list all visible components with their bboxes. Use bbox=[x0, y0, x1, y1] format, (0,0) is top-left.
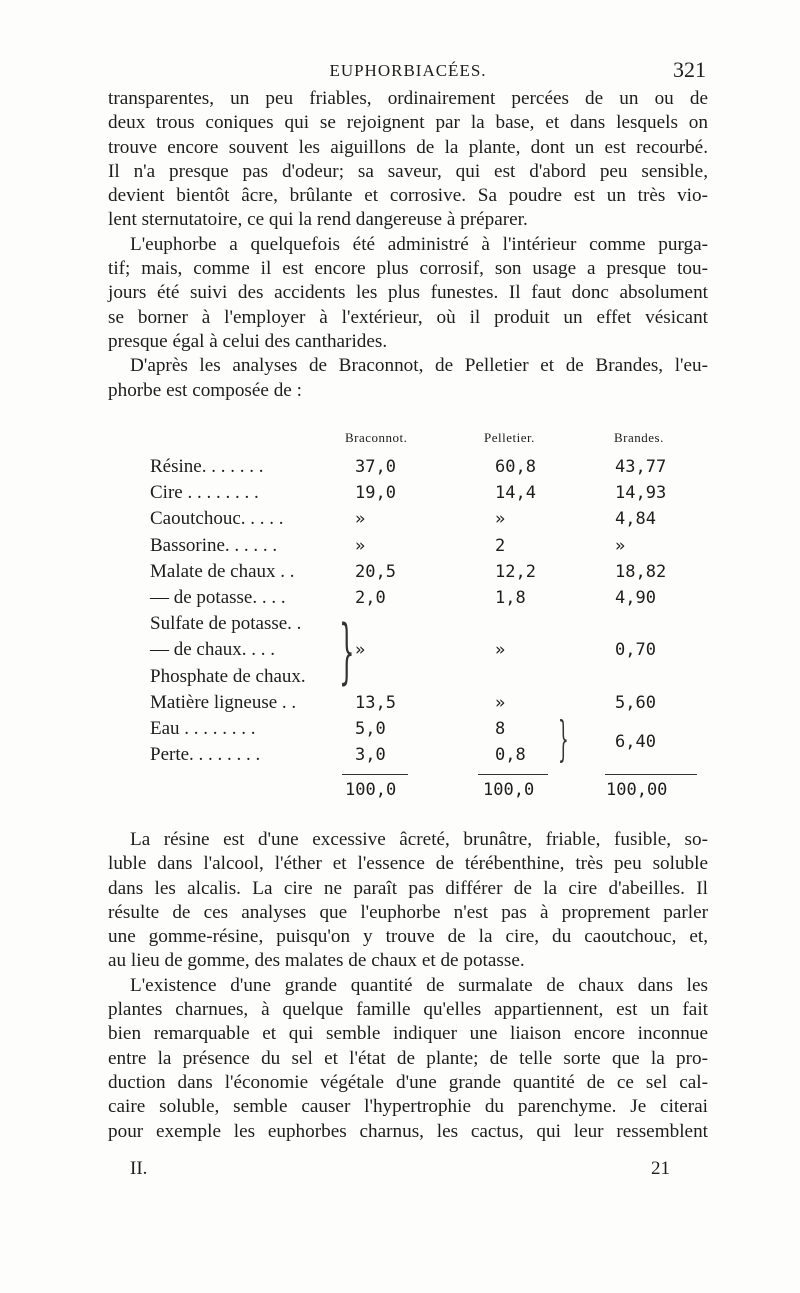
paragraph bbox=[108, 974, 708, 1144]
row-label: Bassorine. . . . . . bbox=[150, 534, 278, 556]
cell-brandes: 6,40 bbox=[615, 732, 656, 752]
text-line: deux trous coniques qui se rejoignent par la base, et dans lesquels on bbox=[108, 112, 708, 134]
paragraph bbox=[108, 233, 708, 354]
brace-right: } bbox=[558, 711, 569, 767]
cell-pelletier: 8 bbox=[495, 719, 506, 739]
cell-pelletier: 2 bbox=[495, 535, 506, 556]
row-label: — de potasse. . . . bbox=[150, 587, 286, 608]
paragraph bbox=[108, 87, 708, 233]
cell-pelletier: » bbox=[495, 509, 506, 530]
signature-mark: II. bbox=[130, 1158, 148, 1179]
cell-brandes: 43,77 bbox=[615, 457, 667, 477]
text-line: dans les alcalis. La cire ne paraît pas différer de la cire d'abeilles. Il bbox=[108, 877, 708, 899]
cell-braconnot: » bbox=[355, 640, 366, 661]
row-label: Phosphate de chaux. bbox=[150, 665, 306, 687]
cell-braconnot: 20,5 bbox=[355, 561, 396, 582]
text-block-bottom bbox=[108, 828, 708, 1144]
row-label: — de chaux. . . . bbox=[150, 639, 276, 661]
totals-row bbox=[150, 780, 710, 806]
page-number: 321 bbox=[673, 57, 706, 82]
cell-pelletier: 12,2 bbox=[495, 561, 536, 582]
text-line: caire soluble, semble causer l'hypertrophie du parenchyme. Je citerai bbox=[108, 1096, 708, 1118]
row-label: Matière ligneuse . . bbox=[150, 691, 297, 713]
table-row bbox=[150, 666, 710, 692]
cell-pelletier: 60,8 bbox=[495, 457, 536, 477]
cell-brandes: 0,70 bbox=[615, 640, 656, 661]
page-header bbox=[108, 55, 708, 85]
table-row bbox=[150, 692, 710, 718]
text-line: résulte de ces analyses que l'euphorbe n'est pas à proprement parler bbox=[108, 901, 708, 923]
text-line: une gomme-résine, puisqu'on y trouve de la cire, du caoutchouc, et, bbox=[108, 926, 708, 948]
table-row bbox=[150, 535, 710, 561]
cell-braconnot: 3,0 bbox=[355, 745, 386, 766]
text-line: pour exemple les euphorbes charnus, les cactus, qui leur ressemblent bbox=[108, 1120, 708, 1142]
text-line: jours été suivi des accidents les plus funestes. Il faut donc absolument bbox=[108, 282, 708, 304]
column-header-pelletier: Pelletier. bbox=[484, 430, 535, 445]
cell-brandes: 14,93 bbox=[615, 483, 667, 504]
text-line: trouve encore souvent les aiguillons de la plante, dont un est recourbé. bbox=[108, 136, 708, 158]
table-row bbox=[150, 561, 710, 587]
cell-brandes: 5,60 bbox=[615, 692, 656, 713]
text-line: luble dans l'alcool, l'éther et l'essence de térébenthine, très peu soluble bbox=[108, 853, 708, 875]
cell-pelletier: 0,8 bbox=[495, 745, 526, 766]
cell-brandes: 4,90 bbox=[615, 588, 656, 608]
text-block-top bbox=[108, 87, 708, 403]
table-row bbox=[150, 482, 710, 508]
paragraph bbox=[108, 354, 708, 403]
total-pelletier: 100,0 bbox=[483, 780, 535, 800]
text-line: plantes charnues, à quelque famille qu'elles appartiennent, est un fait bbox=[108, 999, 708, 1021]
cell-braconnot: 13,5 bbox=[355, 692, 396, 713]
cell-braconnot: 2,0 bbox=[355, 588, 386, 608]
table-row bbox=[150, 508, 710, 534]
total-rule-pelletier bbox=[478, 774, 548, 775]
text-line: presque égal à celui des cantharides. bbox=[108, 330, 388, 352]
text-line: L'euphorbe a quelquefois été administré à l'intérieur comme purga- bbox=[130, 233, 708, 255]
table-row bbox=[150, 587, 710, 613]
row-label: Perte. . . . . . . . bbox=[150, 744, 261, 766]
total-brandes: 100,00 bbox=[606, 780, 668, 800]
text-line: tif; mais, comme il est encore plus corrosif, son usage a presque tou- bbox=[108, 258, 708, 280]
cell-pelletier: 14,4 bbox=[495, 483, 536, 504]
text-line: L'existence d'une grande quantité de surmalate de chaux dans les bbox=[130, 974, 708, 996]
text-line: transparentes, un peu friables, ordinairement percées de un ou de bbox=[108, 88, 708, 109]
text-line: au lieu de gomme, des malates de chaux et de potasse. bbox=[108, 950, 525, 972]
text-line: phorbe est composée de : bbox=[108, 379, 302, 401]
paragraph bbox=[108, 828, 708, 974]
composition-table bbox=[150, 430, 710, 810]
page-footer bbox=[130, 1158, 670, 1188]
text-line: entre la présence du sel et l'état de plante; de telle sorte que la pro- bbox=[108, 1047, 708, 1069]
table-row bbox=[150, 639, 710, 665]
table-row bbox=[150, 744, 710, 770]
row-label: Cire . . . . . . . . bbox=[150, 482, 259, 504]
row-label: Sulfate de potasse. . bbox=[150, 613, 302, 635]
row-label: Malate de chaux . . bbox=[150, 560, 295, 582]
cell-pelletier: » bbox=[495, 692, 506, 713]
row-label: Eau . . . . . . . . bbox=[150, 718, 256, 739]
total-braconnot: 100,0 bbox=[345, 780, 397, 800]
table-row bbox=[150, 718, 710, 752]
cell-brandes: 4,84 bbox=[615, 509, 656, 530]
text-line: D'après les analyses de Braconnot, de Pelletier et de Brandes, l'eu- bbox=[130, 355, 708, 377]
total-rule-braconnot bbox=[342, 774, 408, 775]
column-header-braconnot: Braconnot. bbox=[345, 430, 408, 445]
cell-pelletier: » bbox=[495, 640, 506, 661]
table-row bbox=[150, 613, 710, 639]
text-line: devient bientôt âcre, brûlante et corrosive. Sa poudre est un très vio- bbox=[108, 185, 708, 207]
row-label: Résine. . . . . . . bbox=[150, 456, 264, 477]
total-rule-brandes bbox=[605, 774, 697, 775]
cell-braconnot: 19,0 bbox=[355, 483, 396, 504]
text-line: lent sternutatoire, ce qui la rend dangereuse à préparer. bbox=[108, 209, 528, 231]
text-line: Il n'a presque pas d'odeur; sa saveur, qui est d'abord peu sensible, bbox=[108, 160, 708, 182]
text-line: duction dans l'économie végétale d'une grande quantité de ce sel cal- bbox=[108, 1071, 708, 1093]
column-header-brandes: Brandes. bbox=[614, 430, 664, 445]
text-line: La résine est d'une excessive âcreté, brunâtre, friable, fusible, so- bbox=[130, 829, 708, 850]
signature-number: 21 bbox=[651, 1158, 670, 1179]
cell-braconnot: 37,0 bbox=[355, 457, 396, 477]
cell-brandes: 18,82 bbox=[615, 561, 667, 582]
row-label: Caoutchouc. . . . . bbox=[150, 508, 284, 530]
brace-left: } bbox=[339, 610, 355, 692]
table-row bbox=[150, 456, 710, 482]
cell-braconnot: » bbox=[355, 509, 366, 530]
cell-braconnot: » bbox=[355, 535, 366, 556]
cell-braconnot: 5,0 bbox=[355, 719, 386, 739]
text-line: bien remarquable et qui semble indiquer une liaison encore inconnue bbox=[108, 1023, 708, 1045]
running-title: EUPHORBIACÉES. bbox=[329, 61, 487, 80]
cell-brandes: » bbox=[615, 535, 626, 556]
text-line: se borner à l'employer à l'extérieur, où il produit un effet vésicant bbox=[108, 306, 708, 328]
cell-pelletier: 1,8 bbox=[495, 588, 526, 608]
